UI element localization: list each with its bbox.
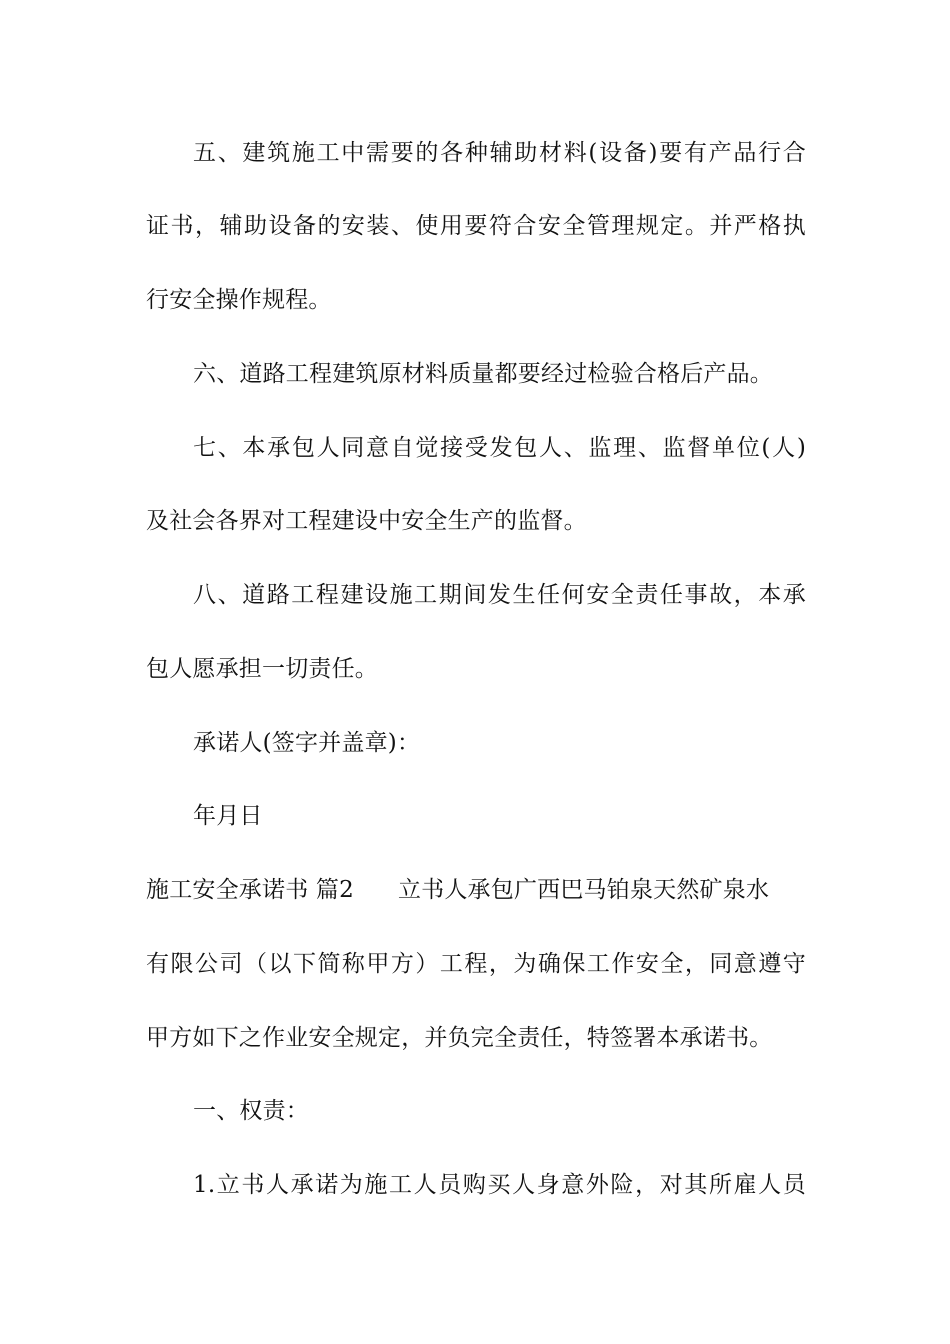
paragraph-line: 1.立书人承诺为施工人员购买人身意外险，对其所雇人员 (193, 1172, 806, 1198)
paragraph-line: 行安全操作规程。 (146, 287, 332, 313)
section-start-line (146, 875, 806, 905)
section-heading: 施工安全承诺书 篇2 (146, 877, 354, 903)
paragraph-line: 证书，辅助设备的安装、使用要符合安全管理规定。并严格执 (146, 213, 806, 239)
paragraph-line: 有限公司（以下简称甲方）工程，为确保工作安全，同意遵守 (146, 951, 806, 977)
paragraph-line: 及社会各界对工程建设中安全生产的监督。 (146, 508, 587, 534)
paragraph-line: 五、建筑施工中需要的各种辅助材料(设备)要有产品行合 (193, 140, 806, 166)
date-label: 年月日 (193, 803, 263, 829)
paragraph-line: 六、道路工程建筑原材料质量都要经过检验合格后产品。 (193, 361, 773, 387)
paragraph-line: 七、本承包人同意自觉接受发包人、监理、监督单位(人) (193, 435, 806, 461)
paragraph-line: 甲方如下之作业安全规定，并负完全责任，特签署本承诺书。 (146, 1025, 773, 1051)
subheading: 一、权责： (193, 1098, 309, 1124)
signature-label: 承诺人(签字并盖章)： (193, 730, 421, 756)
paragraph-line: 包人愿承担一切责任。 (146, 656, 378, 682)
section-first-line: 立书人承包广西巴马铂泉天然矿泉水 (397, 877, 770, 903)
paragraph-line: 八、道路工程建设施工期间发生任何安全责任事故，本承 (193, 582, 806, 608)
